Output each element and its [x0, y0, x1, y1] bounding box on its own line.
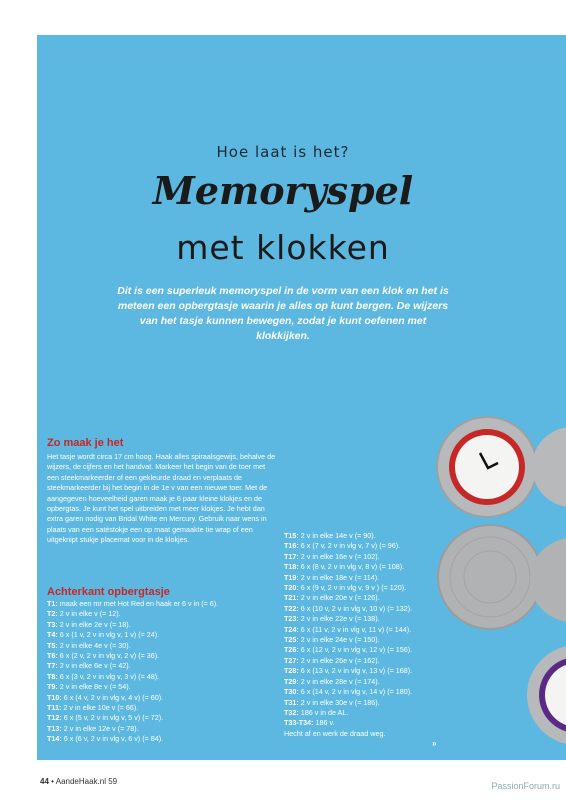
pattern-row: T18: 6 x (8 v, 2 v in vlg v, 8 v) (= 108).: [284, 562, 405, 572]
pattern-row: T14: 6 x (6 v, 2 v in vlg v, 6 v) (= 84).: [47, 734, 164, 744]
section-heading-back: Achterkant opbergtasje: [47, 586, 170, 598]
pattern-row: T21: 2 v in elke 20e v (= 126).: [284, 593, 380, 603]
pattern-row: T6: 6 x (2 v, 2 v in vlg v, 2 v) (= 36).: [47, 651, 160, 661]
pattern-row: T22: 6 x (10 v, 2 v in vlg v, 10 v) (= 132).: [284, 603, 413, 613]
section-heading-how-to: Zo maak je het: [47, 437, 124, 449]
pattern-rows-left: [47, 599, 218, 745]
pattern-row: T30: 6 x (14 v, 2 v in vlg v, 14 v) (= 180).: [284, 687, 413, 697]
clock-bottom-right: [527, 645, 566, 745]
watermark: PassionForum.ru: [491, 781, 560, 791]
pattern-row: T19: 2 v in elke 18e v (= 114).: [284, 572, 380, 582]
pattern-row: T32: 186 v in de AL.: [284, 707, 349, 717]
pattern-row: T17: 2 v in elke 16e v (= 102).: [284, 551, 380, 561]
pattern-row: T27: 2 v in elke 26e v (= 162).: [284, 655, 380, 665]
instructions-paragraph: Het tasje wordt circa 17 cm hoog. Haak alles spiraalsgewijs, behalve de wijzers, de cijfers en het handvat. Markeer het begin van de toer met een steekmarkeerder of een gekleurde draad en verplaats de steekmarkeerder bij het begin in de 1e v van een nieuwe toer. Met de aangegeven hoeveelheid garen maak je 6 paar kleine klokjes en de opbergtas. Je kunt het spel uitbreiden met meer klokjes. Je hebt dan extra garen nodig van Bridal White en Mercury. Gebruik naar wens in plaats van een satéstokje een op maat gemaakte tie wrap of een uitgeknipt stukje placemat voor in de klokjes.: [47, 452, 276, 545]
publication-name: AandeHaak.nl 59: [55, 777, 118, 786]
pattern-row: T10: 6 x (4 v, 2 v in vlg v, 4 v) (= 60).: [47, 692, 164, 702]
pattern-row: T16: 6 x (7 v, 2 v in vlg v, 7 v) (= 96).: [284, 541, 401, 551]
pattern-row: T8: 6 x (3 v, 2 v in vlg v, 3 v) (= 48).: [47, 671, 160, 681]
pattern-row: T23: 2 v in elke 22e v (= 138).: [284, 614, 380, 624]
pattern-row: T11: 2 v in elke 10e v (= 66).: [47, 703, 139, 713]
plain-disc-middle: [438, 525, 542, 629]
intro-paragraph: Dit is een superleuk memoryspel in de vorm van een klok en het is meteen een opbergtasje waarin je alles op kunt bergen. De wijzers van het tasje kunnen bewegen, zodat je kunt oefenen met klokkijken.: [117, 285, 449, 342]
pattern-rows-right: [284, 531, 412, 739]
pattern-row: T15: 2 v in elke 14e v (= 90).: [284, 531, 376, 540]
pattern-row: T2: 2 v in elke v (= 12).: [47, 609, 121, 619]
page-number: 44: [40, 777, 49, 786]
page-footer: [40, 777, 117, 786]
pattern-row: Hecht af en werk de draad weg.: [284, 728, 386, 738]
kicker: Hoe laat is het?: [216, 143, 350, 161]
pattern-row: T25: 2 v in elke 24e v (= 150).: [284, 635, 380, 645]
pattern-row: T12: 6 x (5 v, 2 v in vlg v, 5 v) (= 72).: [47, 713, 164, 723]
pattern-row: T26: 6 x (12 v, 2 v in vlg v, 12 v) (= 156).: [284, 645, 413, 655]
continue-marker: »: [432, 739, 437, 748]
pattern-row: T7: 2 v in elke 6e v (= 42).: [47, 661, 131, 671]
footer-bullet: •: [51, 777, 54, 786]
pattern-row: T1: maak een mr met Hot Red en haak er 6 v in (= 6).: [47, 599, 219, 608]
pattern-row: T24: 6 x (11 v, 2 v in vlg v, 11 v) (= 144).: [284, 624, 412, 634]
pattern-row: T3: 2 v in elke 2e v (= 18).: [47, 619, 131, 629]
pattern-row: T5: 2 v in elke 4e v (= 30).: [47, 640, 131, 650]
pattern-row: T4: 6 x (1 v, 2 v in vlg v, 1 v) (= 24).: [47, 630, 160, 640]
pattern-row: T29: 2 v in elke 28e v (= 174).: [284, 676, 380, 686]
pattern-row: T31: 2 v in elke 30e v (= 186).: [284, 697, 380, 707]
clock-edge-right: [532, 427, 566, 507]
pattern-row: T13: 2 v in elke 12e v (= 78).: [47, 723, 139, 733]
title-script: Memoryspel: [152, 168, 414, 213]
title-subline: met klokken: [176, 228, 390, 267]
pattern-row: T33-T34: 186 v.: [284, 718, 335, 728]
pattern-row: T20: 6 x (9 v, 2 v in vlg v, 9 v ) (= 120).: [284, 583, 407, 593]
pattern-row: T9: 2 v in elke 8e v (= 54).: [47, 682, 131, 692]
clock-top-right: [437, 417, 537, 517]
pattern-row: T28: 6 x (13 v, 2 v in vlg v, 13 v) (= 168).: [284, 666, 413, 676]
